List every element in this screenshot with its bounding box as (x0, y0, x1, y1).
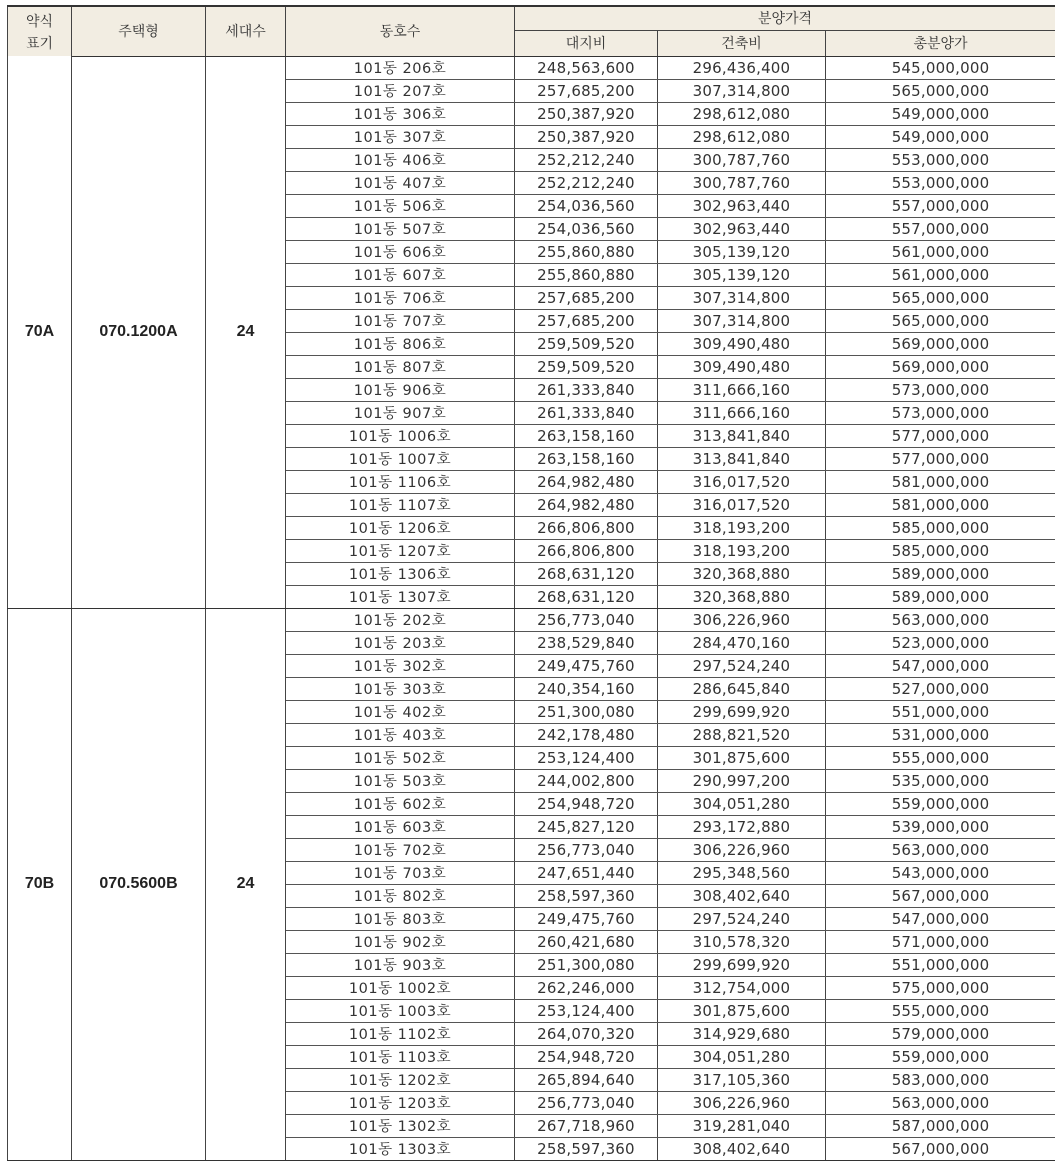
total-price-cell: 543,000,000 (826, 861, 1055, 884)
building-price-cell: 311,666,160 (658, 401, 826, 424)
building-price-cell: 305,139,120 (658, 240, 826, 263)
unit-cell: 101동 1203호 (286, 1091, 515, 1114)
unit-cell: 101동 806호 (286, 332, 515, 355)
building-price-cell: 299,699,920 (658, 700, 826, 723)
total-price-cell: 549,000,000 (826, 125, 1055, 148)
header-abbr-line2: 표기 (8, 33, 71, 55)
land-price-cell: 263,158,160 (515, 447, 658, 470)
land-price-cell: 242,178,480 (515, 723, 658, 746)
total-price-cell: 587,000,000 (826, 1114, 1055, 1137)
building-price-cell: 312,754,000 (658, 976, 826, 999)
unit-cell: 101동 507호 (286, 217, 515, 240)
header-price-group: 분양가격 (515, 6, 1055, 30)
building-price-cell: 307,314,800 (658, 79, 826, 102)
total-price-cell: 555,000,000 (826, 999, 1055, 1022)
header-total: 총분양가 (826, 30, 1055, 56)
land-price-cell: 251,300,080 (515, 700, 658, 723)
land-price-cell: 256,773,040 (515, 838, 658, 861)
building-price-cell: 296,436,400 (658, 56, 826, 79)
building-price-cell: 297,524,240 (658, 654, 826, 677)
total-price-cell: 563,000,000 (826, 608, 1055, 631)
unit-cell: 101동 1007호 (286, 447, 515, 470)
unit-cell: 101동 603호 (286, 815, 515, 838)
building-price-cell: 317,105,360 (658, 1068, 826, 1091)
building-price-cell: 310,578,320 (658, 930, 826, 953)
total-price-cell: 573,000,000 (826, 401, 1055, 424)
group-abbr: 70B (8, 608, 72, 1160)
building-price-cell: 306,226,960 (658, 1091, 826, 1114)
total-price-cell: 551,000,000 (826, 953, 1055, 976)
table-row (8, 56, 1055, 79)
building-price-cell: 318,193,200 (658, 539, 826, 562)
total-price-cell: 551,000,000 (826, 700, 1055, 723)
group-households: 24 (206, 56, 286, 608)
unit-cell: 101동 407호 (286, 171, 515, 194)
unit-cell: 101동 602호 (286, 792, 515, 815)
unit-cell: 101동 307호 (286, 125, 515, 148)
total-price-cell: 561,000,000 (826, 263, 1055, 286)
building-price-cell: 302,963,440 (658, 217, 826, 240)
unit-cell: 101동 707호 (286, 309, 515, 332)
unit-cell: 101동 502호 (286, 746, 515, 769)
building-price-cell: 314,929,680 (658, 1022, 826, 1045)
unit-cell: 101동 406호 (286, 148, 515, 171)
building-price-cell: 318,193,200 (658, 516, 826, 539)
unit-cell: 101동 506호 (286, 194, 515, 217)
unit-cell: 101동 202호 (286, 608, 515, 631)
total-price-cell: 579,000,000 (826, 1022, 1055, 1045)
total-price-cell: 561,000,000 (826, 240, 1055, 263)
land-price-cell: 254,036,560 (515, 217, 658, 240)
land-price-cell: 255,860,880 (515, 240, 658, 263)
land-price-cell: 261,333,840 (515, 378, 658, 401)
header-type: 주택형 (72, 6, 206, 56)
total-price-cell: 569,000,000 (826, 355, 1055, 378)
table-row (8, 608, 1055, 631)
land-price-cell: 262,246,000 (515, 976, 658, 999)
unit-cell: 101동 1302호 (286, 1114, 515, 1137)
building-price-cell: 307,314,800 (658, 286, 826, 309)
building-price-cell: 306,226,960 (658, 608, 826, 631)
land-price-cell: 266,806,800 (515, 516, 658, 539)
unit-cell: 101동 903호 (286, 953, 515, 976)
land-price-cell: 264,982,480 (515, 470, 658, 493)
header-land: 대지비 (515, 30, 658, 56)
unit-cell: 101동 1006호 (286, 424, 515, 447)
building-price-cell: 304,051,280 (658, 1045, 826, 1068)
land-price-cell: 254,948,720 (515, 1045, 658, 1068)
building-price-cell: 309,490,480 (658, 355, 826, 378)
land-price-cell: 263,158,160 (515, 424, 658, 447)
land-price-cell: 267,718,960 (515, 1114, 658, 1137)
land-price-cell: 258,597,360 (515, 884, 658, 907)
total-price-cell: 585,000,000 (826, 539, 1055, 562)
building-price-cell: 308,402,640 (658, 1137, 826, 1160)
land-price-cell: 266,806,800 (515, 539, 658, 562)
header-abbr-line1: 약식 (8, 11, 71, 33)
unit-cell: 101동 1306호 (286, 562, 515, 585)
land-price-cell: 259,509,520 (515, 332, 658, 355)
unit-cell: 101동 1207호 (286, 539, 515, 562)
unit-cell: 101동 802호 (286, 884, 515, 907)
building-price-cell: 288,821,520 (658, 723, 826, 746)
total-price-cell: 527,000,000 (826, 677, 1055, 700)
total-price-cell: 565,000,000 (826, 309, 1055, 332)
total-price-cell: 559,000,000 (826, 792, 1055, 815)
unit-cell: 101동 303호 (286, 677, 515, 700)
land-price-cell: 257,685,200 (515, 286, 658, 309)
total-price-cell: 581,000,000 (826, 470, 1055, 493)
building-price-cell: 319,281,040 (658, 1114, 826, 1137)
total-price-cell: 565,000,000 (826, 79, 1055, 102)
total-price-cell: 555,000,000 (826, 746, 1055, 769)
land-price-cell: 244,002,800 (515, 769, 658, 792)
building-price-cell: 284,470,160 (658, 631, 826, 654)
land-price-cell: 253,124,400 (515, 746, 658, 769)
building-price-cell: 298,612,080 (658, 125, 826, 148)
land-price-cell: 256,773,040 (515, 1091, 658, 1114)
price-table-wrapper (7, 5, 1055, 1161)
header-building: 건축비 (658, 30, 826, 56)
unit-cell: 101동 907호 (286, 401, 515, 424)
building-price-cell: 301,875,600 (658, 746, 826, 769)
land-price-cell: 248,563,600 (515, 56, 658, 79)
land-price-cell: 252,212,240 (515, 148, 658, 171)
building-price-cell: 309,490,480 (658, 332, 826, 355)
building-price-cell: 306,226,960 (658, 838, 826, 861)
total-price-cell: 567,000,000 (826, 884, 1055, 907)
total-price-cell: 573,000,000 (826, 378, 1055, 401)
header-abbr (8, 6, 72, 56)
table-body (8, 56, 1055, 1160)
building-price-cell: 316,017,520 (658, 493, 826, 516)
land-price-cell: 256,773,040 (515, 608, 658, 631)
unit-cell: 101동 1106호 (286, 470, 515, 493)
unit-cell: 101동 906호 (286, 378, 515, 401)
land-price-cell: 252,212,240 (515, 171, 658, 194)
land-price-cell: 249,475,760 (515, 654, 658, 677)
land-price-cell: 255,860,880 (515, 263, 658, 286)
total-price-cell: 565,000,000 (826, 286, 1055, 309)
total-price-cell: 531,000,000 (826, 723, 1055, 746)
total-price-cell: 585,000,000 (826, 516, 1055, 539)
unit-cell: 101동 1202호 (286, 1068, 515, 1091)
land-price-cell: 250,387,920 (515, 125, 658, 148)
unit-cell: 101동 1103호 (286, 1045, 515, 1068)
land-price-cell: 247,651,440 (515, 861, 658, 884)
unit-cell: 101동 402호 (286, 700, 515, 723)
land-price-cell: 265,894,640 (515, 1068, 658, 1091)
unit-cell: 101동 703호 (286, 861, 515, 884)
building-price-cell: 301,875,600 (658, 999, 826, 1022)
building-price-cell: 307,314,800 (658, 309, 826, 332)
land-price-cell: 253,124,400 (515, 999, 658, 1022)
total-price-cell: 567,000,000 (826, 1137, 1055, 1160)
total-price-cell: 557,000,000 (826, 217, 1055, 240)
total-price-cell: 577,000,000 (826, 424, 1055, 447)
building-price-cell: 313,841,840 (658, 447, 826, 470)
land-price-cell: 245,827,120 (515, 815, 658, 838)
building-price-cell: 320,368,880 (658, 562, 826, 585)
unit-cell: 101동 1206호 (286, 516, 515, 539)
building-price-cell: 300,787,760 (658, 171, 826, 194)
building-price-cell: 304,051,280 (658, 792, 826, 815)
total-price-cell: 559,000,000 (826, 1045, 1055, 1068)
unit-cell: 101동 1003호 (286, 999, 515, 1022)
total-price-cell: 523,000,000 (826, 631, 1055, 654)
total-price-cell: 571,000,000 (826, 930, 1055, 953)
unit-cell: 101동 1002호 (286, 976, 515, 999)
land-price-cell: 250,387,920 (515, 102, 658, 125)
price-table (7, 5, 1055, 1161)
total-price-cell: 575,000,000 (826, 976, 1055, 999)
land-price-cell: 254,948,720 (515, 792, 658, 815)
unit-cell: 101동 807호 (286, 355, 515, 378)
total-price-cell: 563,000,000 (826, 838, 1055, 861)
building-price-cell: 286,645,840 (658, 677, 826, 700)
building-price-cell: 293,172,880 (658, 815, 826, 838)
total-price-cell: 549,000,000 (826, 102, 1055, 125)
total-price-cell: 589,000,000 (826, 585, 1055, 608)
group-type: 070.5600B (72, 608, 206, 1160)
land-price-cell: 238,529,840 (515, 631, 658, 654)
building-price-cell: 290,997,200 (658, 769, 826, 792)
total-price-cell: 553,000,000 (826, 148, 1055, 171)
building-price-cell: 313,841,840 (658, 424, 826, 447)
total-price-cell: 557,000,000 (826, 194, 1055, 217)
total-price-cell: 535,000,000 (826, 769, 1055, 792)
building-price-cell: 300,787,760 (658, 148, 826, 171)
land-price-cell: 264,982,480 (515, 493, 658, 516)
building-price-cell: 320,368,880 (658, 585, 826, 608)
building-price-cell: 308,402,640 (658, 884, 826, 907)
building-price-cell: 302,963,440 (658, 194, 826, 217)
land-price-cell: 258,597,360 (515, 1137, 658, 1160)
total-price-cell: 581,000,000 (826, 493, 1055, 516)
land-price-cell: 261,333,840 (515, 401, 658, 424)
group-abbr: 70A (8, 56, 72, 608)
land-price-cell: 257,685,200 (515, 79, 658, 102)
header-households: 세대수 (206, 6, 286, 56)
land-price-cell: 268,631,120 (515, 562, 658, 585)
total-price-cell: 563,000,000 (826, 1091, 1055, 1114)
unit-cell: 101동 803호 (286, 907, 515, 930)
building-price-cell: 295,348,560 (658, 861, 826, 884)
header-unit: 동호수 (286, 6, 515, 56)
unit-cell: 101동 1102호 (286, 1022, 515, 1045)
total-price-cell: 577,000,000 (826, 447, 1055, 470)
building-price-cell: 299,699,920 (658, 953, 826, 976)
total-price-cell: 569,000,000 (826, 332, 1055, 355)
unit-cell: 101동 706호 (286, 286, 515, 309)
unit-cell: 101동 206호 (286, 56, 515, 79)
unit-cell: 101동 606호 (286, 240, 515, 263)
unit-cell: 101동 702호 (286, 838, 515, 861)
land-price-cell: 254,036,560 (515, 194, 658, 217)
total-price-cell: 553,000,000 (826, 171, 1055, 194)
total-price-cell: 545,000,000 (826, 56, 1055, 79)
unit-cell: 101동 306호 (286, 102, 515, 125)
land-price-cell: 249,475,760 (515, 907, 658, 930)
group-type: 070.1200A (72, 56, 206, 608)
building-price-cell: 298,612,080 (658, 102, 826, 125)
unit-cell: 101동 1307호 (286, 585, 515, 608)
unit-cell: 101동 302호 (286, 654, 515, 677)
total-price-cell: 547,000,000 (826, 654, 1055, 677)
land-price-cell: 268,631,120 (515, 585, 658, 608)
building-price-cell: 305,139,120 (658, 263, 826, 286)
total-price-cell: 583,000,000 (826, 1068, 1055, 1091)
unit-cell: 101동 203호 (286, 631, 515, 654)
group-households: 24 (206, 608, 286, 1160)
building-price-cell: 316,017,520 (658, 470, 826, 493)
unit-cell: 101동 403호 (286, 723, 515, 746)
building-price-cell: 311,666,160 (658, 378, 826, 401)
unit-cell: 101동 503호 (286, 769, 515, 792)
unit-cell: 101동 1303호 (286, 1137, 515, 1160)
land-price-cell: 264,070,320 (515, 1022, 658, 1045)
land-price-cell: 259,509,520 (515, 355, 658, 378)
unit-cell: 101동 607호 (286, 263, 515, 286)
land-price-cell: 257,685,200 (515, 309, 658, 332)
land-price-cell: 260,421,680 (515, 930, 658, 953)
land-price-cell: 251,300,080 (515, 953, 658, 976)
unit-cell: 101동 207호 (286, 79, 515, 102)
table-header (8, 6, 1055, 56)
unit-cell: 101동 1107호 (286, 493, 515, 516)
land-price-cell: 240,354,160 (515, 677, 658, 700)
total-price-cell: 589,000,000 (826, 562, 1055, 585)
building-price-cell: 297,524,240 (658, 907, 826, 930)
total-price-cell: 547,000,000 (826, 907, 1055, 930)
unit-cell: 101동 902호 (286, 930, 515, 953)
total-price-cell: 539,000,000 (826, 815, 1055, 838)
